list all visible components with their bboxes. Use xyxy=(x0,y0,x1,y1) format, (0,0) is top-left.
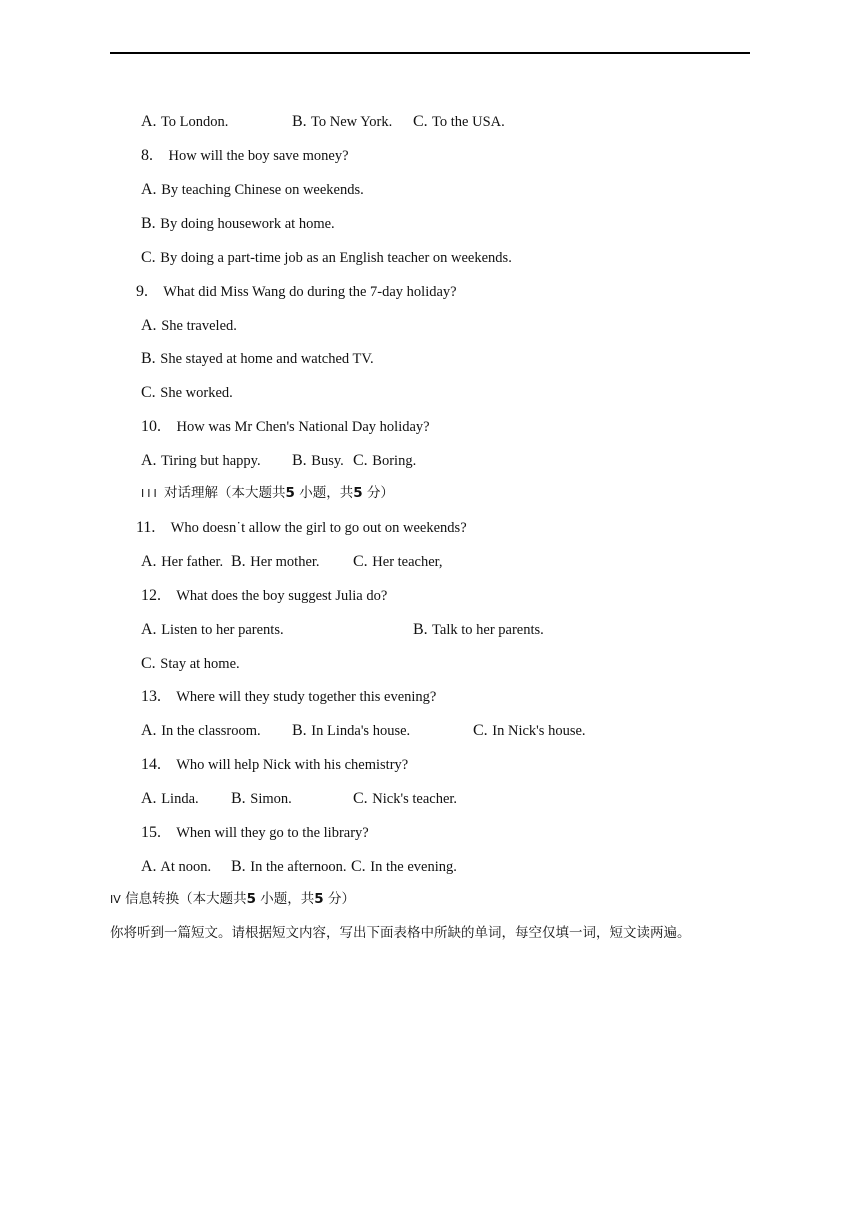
q15-option-b: B. In the afternoon. xyxy=(231,858,347,875)
q7-option-b: B. To New York. xyxy=(292,113,393,130)
q13-option-b: B. In Linda's house. xyxy=(292,722,411,739)
q10-question: 10. How was Mr Chen's National Day holiday? xyxy=(141,418,430,435)
q9-option-a: A. She traveled. xyxy=(141,317,237,334)
q8-option-a: A. By teaching Chinese on weekends. xyxy=(141,181,364,198)
q8-question: 8. How will the boy save money? xyxy=(141,147,349,164)
q13-option-a: A. In the classroom. xyxy=(141,722,261,739)
q14-option-c: C. Nick's teacher. xyxy=(353,790,458,807)
q14-option-a: A. Linda. xyxy=(141,790,199,807)
section-4-heading: IV 信息转换（本大题共5 小题，共5 分） xyxy=(110,891,355,907)
q10-option-a: A. Tiring but happy. xyxy=(141,452,261,469)
q8-option-b: B. By doing housework at home. xyxy=(141,215,335,232)
q7-option-c: C. To the USA. xyxy=(413,113,505,130)
q11-option-b: B. Her mother. xyxy=(231,553,320,570)
q11-question: 11. Who doesn˙t allow the girl to go out on weekends? xyxy=(136,519,467,536)
header-rule xyxy=(110,52,750,54)
q12-question: 12. What does the boy suggest Julia do? xyxy=(141,587,388,604)
q9-option-b: B. She stayed at home and watched TV. xyxy=(141,350,374,367)
q13-option-c: C. In Nick's house. xyxy=(473,722,586,739)
q8-option-c: C. By doing a part-time job as an English teacher on weekends. xyxy=(141,249,512,266)
q10-option-b: B. Busy. xyxy=(292,452,344,469)
q15-option-c: C. In the evening. xyxy=(351,858,457,875)
q15-question: 15. When will they go to the library? xyxy=(141,824,369,841)
section-4-instruction: 你将听到一篇短文。请根据短文内容，写出下面表格中所缺的单词，每空仅填一词，短文读两遍。 xyxy=(110,925,691,941)
q13-question: 13. Where will they study together this evening? xyxy=(141,688,437,705)
section-3-heading: III 对话理解（本大题共5 小题，共5 分） xyxy=(141,485,394,501)
q14-option-b: B. Simon. xyxy=(231,790,292,807)
q9-option-c: C. She worked. xyxy=(141,384,233,401)
q9-question: 9. What did Miss Wang do during the 7-day holiday? xyxy=(136,283,457,300)
q10-option-c: C. Boring. xyxy=(353,452,417,469)
q14-question: 14. Who will help Nick with his chemistry? xyxy=(141,756,409,773)
q7-option-a: A. To London. xyxy=(141,113,229,130)
q11-option-a: A. Her father. xyxy=(141,553,224,570)
q12-option-a: A. Listen to her parents. xyxy=(141,621,284,638)
q11-option-c: C. Her teacher, xyxy=(353,553,443,570)
q15-option-a: A. At noon. xyxy=(141,858,212,875)
q12-option-c: C. Stay at home. xyxy=(141,655,240,672)
q12-option-b: B. Talk to her parents. xyxy=(413,621,544,638)
